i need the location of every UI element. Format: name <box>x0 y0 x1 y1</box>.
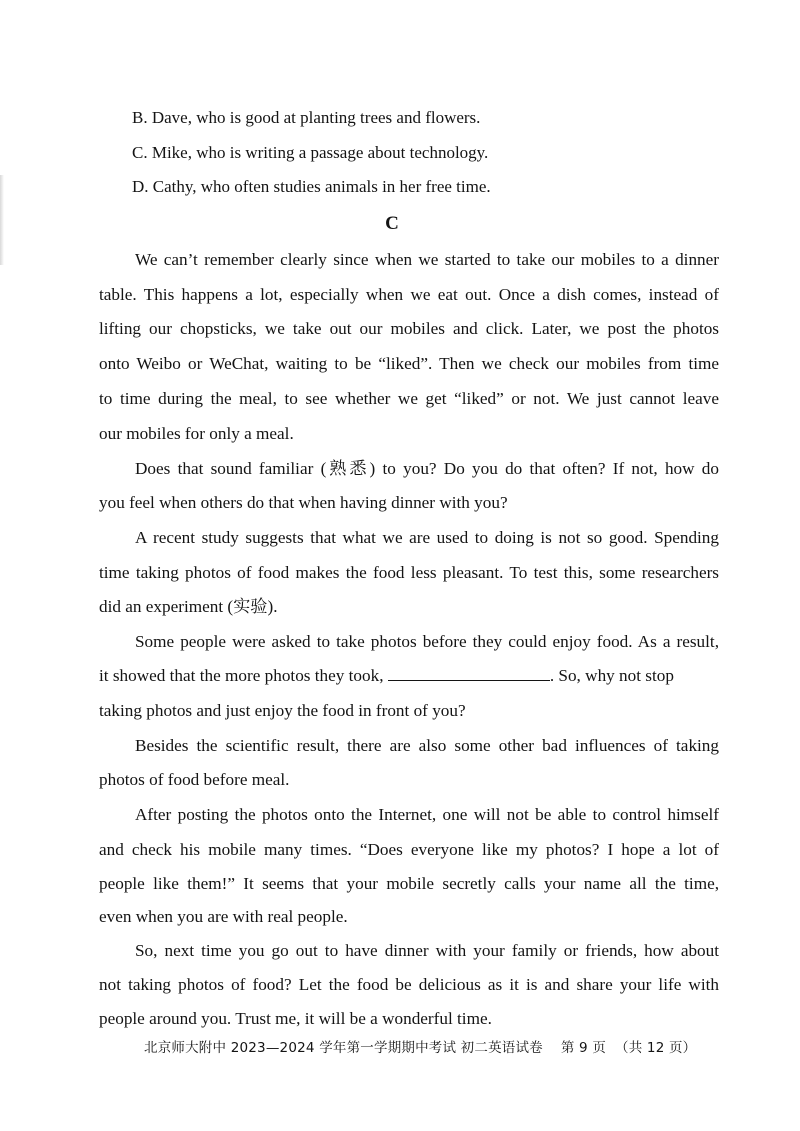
passage-line: taking photos and just enjoy the food in front of you? <box>99 701 466 720</box>
passage-line: So, next time you go out to have dinner with your family or friends, how about <box>135 941 719 960</box>
passage-line: We can’t remember clearly since when we started to take our mobiles to a dinner <box>135 250 719 269</box>
passage-line: people around you. Trust me, it will be a wonderful time. <box>99 1009 492 1028</box>
passage-line: not taking photos of food? Let the food be delicious as it is and share your life with <box>99 975 719 994</box>
option-c: C. Mike, who is writing a passage about technology. <box>132 143 489 162</box>
option-d: D. Cathy, who often studies animals in her free time. <box>132 177 491 196</box>
passage-line: you feel when others do that when having dinner with you? <box>99 493 508 512</box>
passage-line: After posting the photos onto the Internet, one will not be able to control himself <box>135 805 719 824</box>
passage-line-start: it showed that the more photos they took, <box>99 666 384 685</box>
passage-line: even when you are with real people. <box>99 907 348 926</box>
passage-line: photos of food before meal. <box>99 770 290 789</box>
passage-line-with-blank <box>99 665 719 687</box>
passage-line: and check his mobile many times. “Does everyone like my photos? I hope a lot of <box>99 840 719 859</box>
section-heading: C <box>385 213 399 234</box>
option-b: B. Dave, who is good at planting trees and flowers. <box>132 108 481 127</box>
passage-line: to time during the meal, to see whether we get “liked” or not. We just cannot leave <box>99 389 719 408</box>
page-footer <box>144 1036 696 1056</box>
passage-line: did an experiment (实验). <box>99 597 278 616</box>
passage-line: Besides the scientific result, there are also some other bad influences of taking <box>135 736 719 755</box>
footer-exam-title: 北京师大附中 2023—2024 学年第一学期期中考试 初二英语试卷 <box>144 1040 543 1056</box>
passage-line: A recent study suggests that what we are used to doing is not so good. Spending <box>135 528 719 547</box>
passage-line: Does that sound familiar (熟悉) to you? Do you do that often? If not, how do <box>135 459 719 478</box>
passage-line-end: . So, why not stop <box>549 666 674 685</box>
passage-line: people like them!” It seems that your mobile secretly calls your name all the time, <box>99 874 719 893</box>
answer-blank[interactable] <box>388 666 550 681</box>
passage-line: onto Weibo or WeChat, waiting to be “liked”. Then we check our mobiles from time <box>99 354 719 373</box>
passage-line: lifting our chopsticks, we take out our mobiles and click. Later, we post the photos <box>99 319 719 338</box>
passage-line: our mobiles for only a meal. <box>99 424 294 443</box>
passage-line: table. This happens a lot, especially when we eat out. Once a dish comes, instead of <box>99 285 719 304</box>
passage-line: Some people were asked to take photos before they could enjoy food. As a result, <box>135 632 719 651</box>
footer-page-number: 第 9 页 <box>560 1040 607 1056</box>
passage-line: time taking photos of food makes the food less pleasant. To test this, some researchers <box>99 563 719 582</box>
footer-total-pages: （共 12 页） <box>615 1040 697 1056</box>
